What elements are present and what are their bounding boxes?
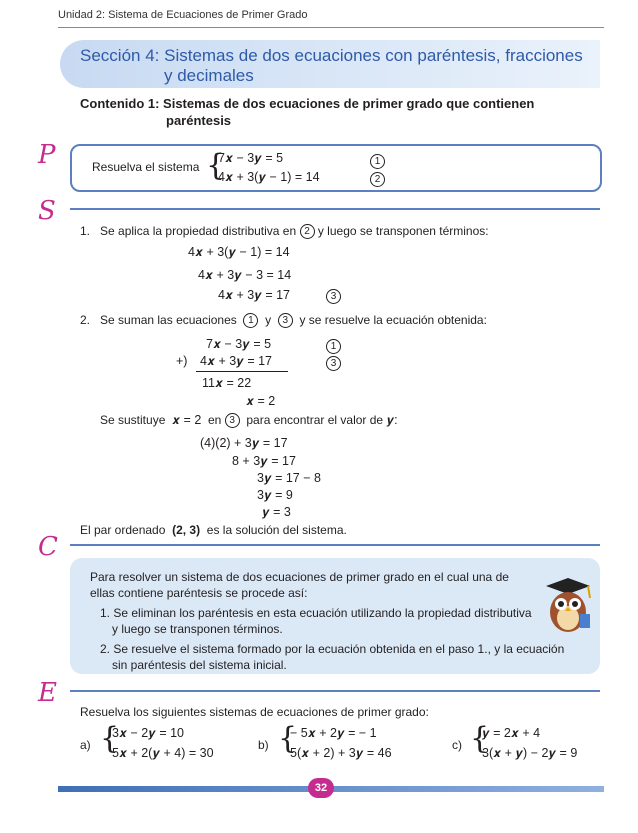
mark-1: 1 [370, 154, 385, 169]
sum-top: 7𝒙 − 3𝒚 = 5 [206, 337, 272, 351]
unit-header: Unidad 2: Sistema de Ecuaciones de Primer Grado [58, 9, 308, 21]
content-title-2: paréntesis [166, 113, 232, 128]
brace-a: { [100, 721, 120, 756]
step1-ref: 2 [300, 224, 315, 239]
ex-a-label: a) [80, 738, 91, 752]
subst-line-3: 3𝒚 = 17 − 8 [257, 471, 321, 485]
step2-ref2: 3 [278, 313, 293, 328]
subst-line-1: (4)(2) + 3𝒚 = 17 [200, 436, 288, 450]
s1-line-1: 4𝒙 + 3(𝒚 − 1) = 14 [188, 245, 290, 259]
ex-c-label: c) [452, 738, 462, 752]
subst-y: 𝒚: [386, 413, 398, 427]
section-title-1: Sección 4: Sistemas de dos ecuaciones con paréntesis, fracciones [80, 46, 583, 65]
section-title-2: y decimales [164, 66, 254, 85]
step2-and: y [265, 313, 272, 327]
sum-rule [196, 371, 288, 372]
letter-c: C [38, 532, 58, 562]
ex-a-eq1: 3𝒙 − 2𝒚 = 10 [112, 726, 184, 740]
conc-item2-b: sin paréntesis del sistema inicial. [112, 658, 287, 672]
ex-b-eq1: − 5𝒙 + 2𝒚 = − 1 [290, 726, 377, 740]
owl-icon [540, 576, 596, 636]
conclusion-pair: (2, 3) [172, 523, 201, 537]
subst-line-2: 8 + 3𝒚 = 17 [232, 454, 296, 468]
step2-text-b: y se resuelve la ecuación obtenida: [299, 313, 487, 327]
step2-num: 2. [80, 313, 91, 327]
ex-b-eq2: 5(𝒙 + 2) + 3𝒚 = 46 [290, 746, 392, 760]
brace-b: { [278, 721, 298, 756]
subst-x: 𝒙 = 2 [172, 413, 202, 427]
brace: { [206, 148, 226, 183]
s1-mark: 3 [326, 289, 341, 304]
s1-line-2: 4𝒙 + 3𝒚 − 3 = 14 [198, 268, 292, 282]
e-divider [70, 690, 600, 692]
sum-mid: 4𝒙 + 3𝒚 = 17 [200, 354, 272, 368]
subst-b: en [207, 413, 222, 427]
exercise-prompt: Resuelva los siguientes sistemas de ecuaciones de primer grado: [80, 705, 429, 719]
subst-line-4: 3𝒚 = 9 [257, 488, 293, 502]
problem-eq2: 4𝒙 + 3(𝒚 − 1) = 14 [218, 170, 320, 184]
brace-c: { [470, 721, 490, 756]
page-number: 32 [308, 778, 334, 798]
mark-2: 2 [370, 172, 385, 187]
ex-c-eq1: 𝒚 = 2𝒙 + 4 [482, 726, 541, 740]
sum-mark1: 1 [326, 339, 341, 354]
conclusion-line [80, 523, 347, 537]
ex-a-eq2: 5𝒙 + 2(𝒚 + 4) = 30 [112, 746, 214, 760]
conclusion-b: es la solución del sistema. [206, 523, 347, 537]
conc-intro-2: ellas contiene paréntesis se procede así: [90, 586, 308, 600]
step1-text-b: y luego se transponen términos: [317, 224, 489, 238]
sum-mark3: 3 [326, 356, 341, 371]
subst-c: para encontrar el valor de [246, 413, 384, 427]
subst-line-5: 𝒚 = 3 [262, 505, 291, 519]
sum-x: 𝒙 = 2 [246, 394, 276, 408]
sum-result: 11𝒙 = 22 [202, 376, 252, 390]
subst-line [100, 413, 398, 428]
content-title-1: Contenido 1: Sistemas de dos ecuaciones de primer grado que contienen [80, 96, 535, 111]
subst-ref: 3 [225, 413, 240, 428]
letter-s: S [38, 196, 56, 226]
letter-e: E [38, 678, 57, 708]
step2-text-a: Se suman las ecuaciones [100, 313, 237, 327]
step2-ref1: 1 [243, 313, 258, 328]
ex-c-eq2: 3(𝒙 + 𝒚) − 2𝒚 = 9 [482, 746, 578, 760]
conc-item1-b: y luego se transponen términos. [112, 622, 283, 636]
step1-line [80, 224, 489, 239]
s-divider [70, 208, 600, 210]
step1-num: 1. [80, 224, 91, 238]
header-divider [58, 27, 604, 28]
s1-line-3: 4𝒙 + 3𝒚 = 17 [218, 288, 290, 302]
sum-op: +) [176, 354, 188, 368]
conc-item1-a: 1. Se eliminan los paréntesis en esta ecuación utilizando la propiedad distributiva [100, 606, 532, 620]
conclusion-a: El par ordenado [80, 523, 166, 537]
problem-eq1: 7𝒙 − 3𝒚 = 5 [218, 151, 284, 165]
step2-line [80, 313, 487, 328]
subst-a: Se sustituye [100, 413, 166, 427]
letter-p: P [38, 140, 56, 170]
c-divider [70, 544, 600, 546]
ex-b-label: b) [258, 738, 269, 752]
step1-text-a: Se aplica la propiedad distributiva en [100, 224, 297, 238]
problem-prompt: Resuelva el sistema [92, 160, 200, 174]
conc-intro-1: Para resolver un sistema de dos ecuaciones de primer grado en el cual una de [90, 570, 509, 584]
conc-item2-a: 2. Se resuelve el sistema formado por la ecuación obtenida en el paso 1., y la ecuación [100, 642, 565, 656]
